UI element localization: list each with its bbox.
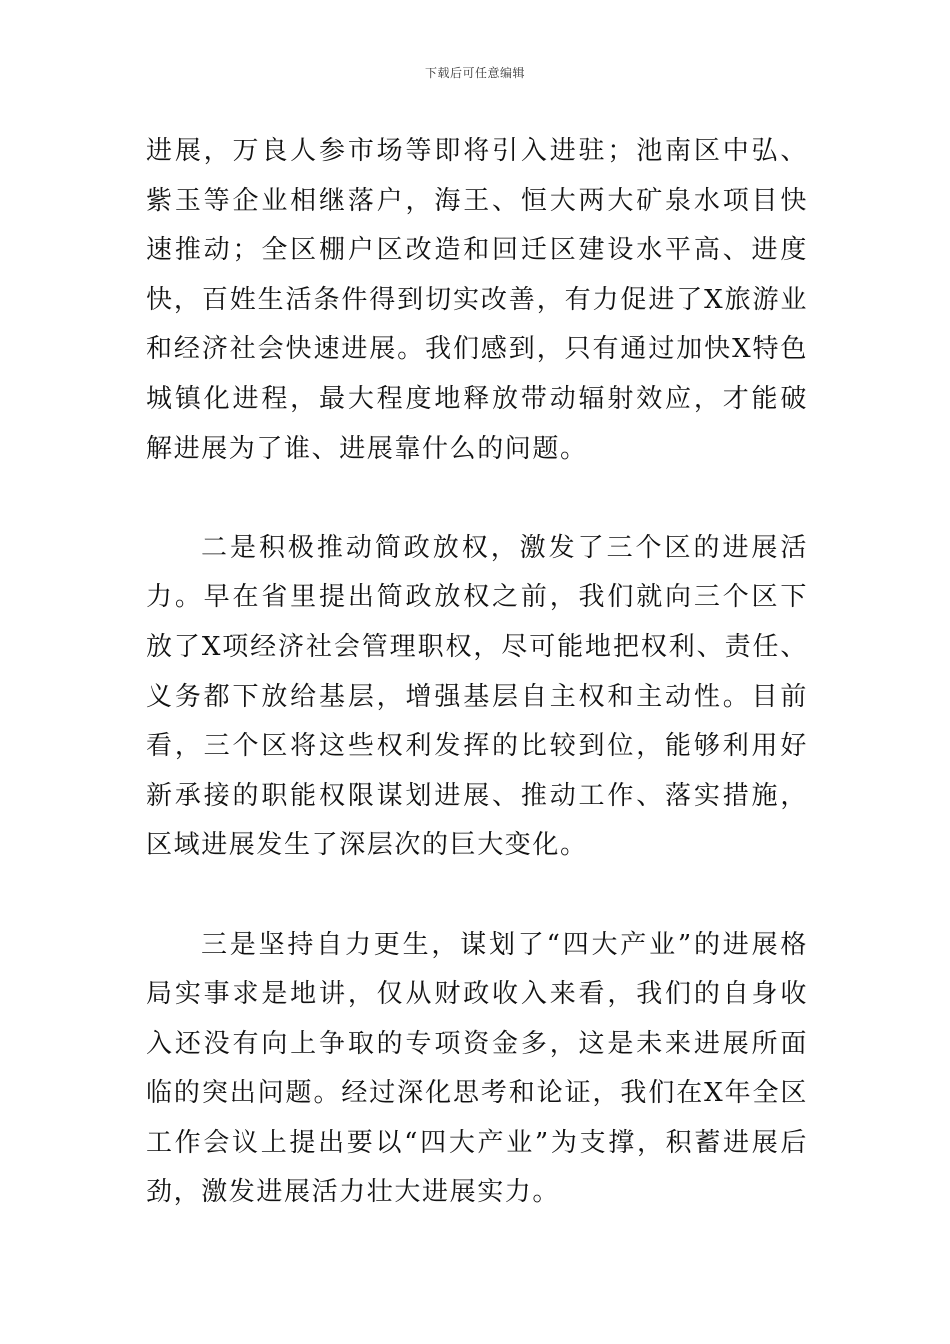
paragraph-continuation: 进展，万良人参市场等即将引入进驻；池南区中弘、紫玉等企业相继落户，海王、恒大两大矿泉水项目快速推动；全区棚户区改造和回迁区建设水平高、进度快，百姓生活条件得到切实改善，有力促进了X旅游业和经济社会快速进展。我们感到，只有通过加快X特色城镇化进程，最大程度地释放带动辐射效应，才能破解进展为了谁、进展靠什么的问题。 [146,136,808,464]
page-header: 下载后可任意编辑 [424,66,525,80]
paragraph-point-two: 二是积极推动简政放权，激发了三个区的进展活力。早在省里提出简政放权之前，我们就向三个区下放了X项经济社会管理职权，尽可能地把权利、责任、义务都下放给基层，增强基层自主权和主动性。目前看，三个区将这些权利发挥的比较到位，能够利用好新承接的职能权限谋划进展、推动工作、落实措施，区域进展发生了深层次的巨大变化。 [146,532,808,861]
document-body [146,127,808,1218]
paragraph-point-three: 三是坚持自力更生，谋划了“四大产业”的进展格局实事求是地讲，仅从财政收入来看，我们的自身收入还没有向上争取的专项资金多，这是未来进展所面临的突出问题。经过深化思考和论证，我们在X年全区工作会议上提出要以“四大产业”为支撑，积蓄进展后劲，激发进展活力壮大进展实力。 [146,929,808,1208]
